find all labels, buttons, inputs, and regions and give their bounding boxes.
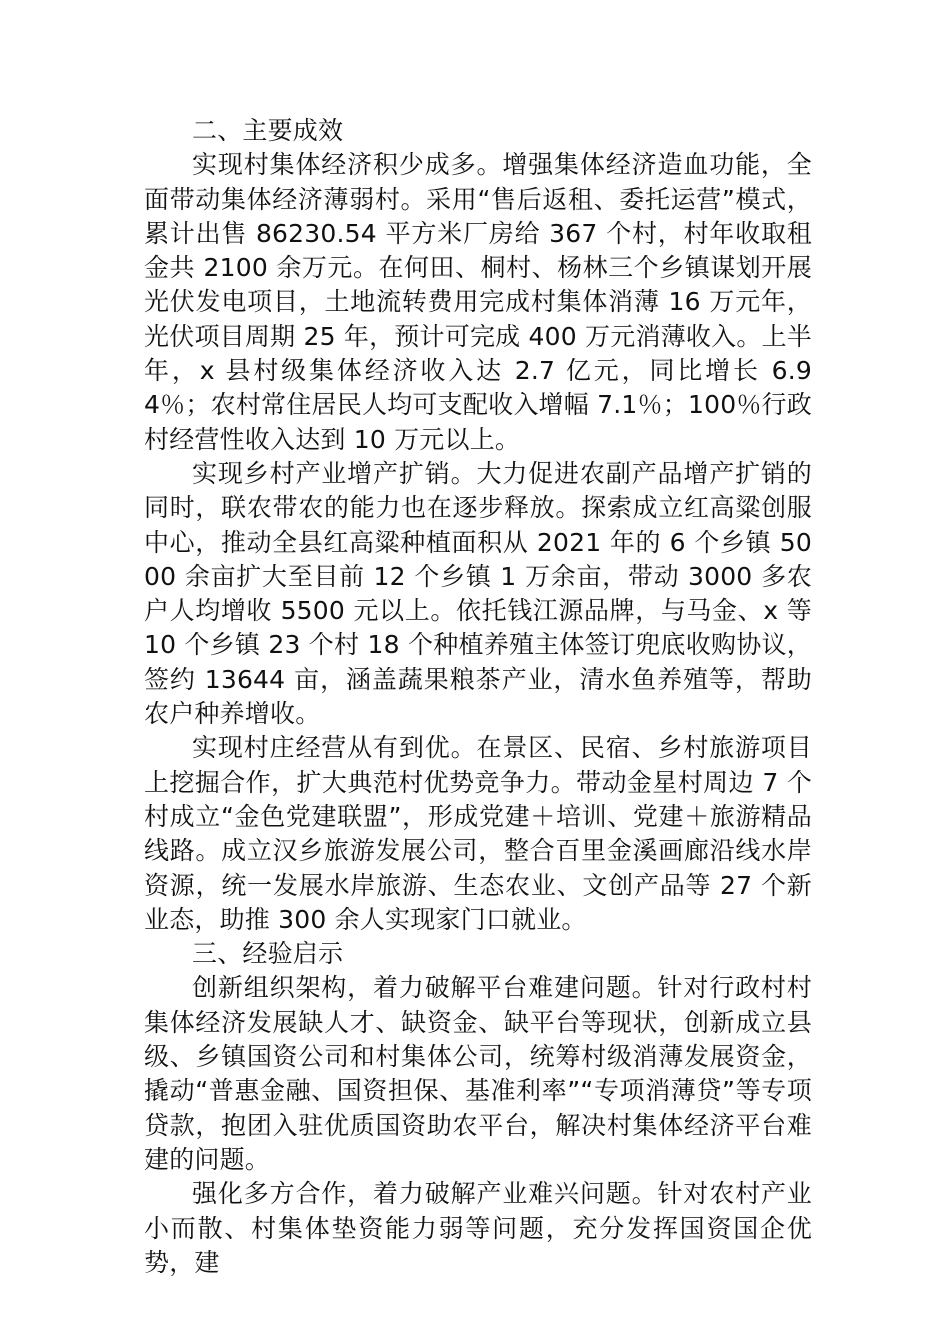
paragraph-multi-party-cooperation: 强化多方合作，着力破解产业难兴问题。针对农村产业小而散、村集体垫资能力弱等问题，充分发挥国资国企优势，建: [144, 1179, 812, 1277]
paragraph-village-operation: 实现村庄经营从有到优。在景区、民宿、乡村旅游项目上挖掘合作，扩大典范村优势竞争力。带动金星村周边 7 个村成立“金色党建联盟”，形成党建＋培训、党建＋旅游精品线路。成立汉乡旅游发展公司，整合百里金溪画廊沿线水岸资源，统一发展水岸旅游、生态农业、文创产品等 27 个新业态，助推 300 余人实现家门口就业。: [144, 733, 812, 934]
paragraph-collective-economy: 实现村集体经济积少成多。增强集体经济造血功能，全面带动集体经济薄弱村。采用“售后返租、委托运营”模式，累计出售 86230.54 平方米厂房给 367 个村，村年收取租金共 2100 余万元。在何田、桐村、杨林三个乡镇谋划开展光伏发电项目，土地流转费用完成村集体消薄 16 万元年，光伏项目周期 25 年，预计可完成 400 万元消薄收入。上半年，x 县村级集体经济收入达 2.7 亿元，同比增长 6.94％；农村常住居民人均可支配收入增幅 7.1％；100％行政村经营性收入达到 10 万元以上。: [144, 150, 812, 454]
section-heading-main-results: 二、主要成效: [192, 116, 344, 145]
document-body: [144, 114, 812, 1280]
paragraph-organization-structure: 创新组织架构，着力破解平台难建问题。针对行政村村集体经济发展缺人才、缺资金、缺平台等现状，创新成立县级、乡镇国资公司和村集体公司，统筹村级消薄发展资金，撬动“普惠金融、国资担保、基准利率”“专项消薄贷”等专项贷款，抱团入驻优质国资助农平台，解决村集体经济平台难建的问题。: [144, 973, 812, 1174]
paragraph-rural-industry: 实现乡村产业增产扩销。大力促进农副产品增产扩销的同时，联农带农的能力也在逐步释放。探索成立红高粱创服中心，推动全县红高粱种植面积从 2021 年的 6 个乡镇 5000 余亩扩大至目前 12 个乡镇 1 万余亩，带动 3000 多农户人均增收 5500 元以上。依托钱江源品牌，与马金、x 等 10 个乡镇 23 个村 18 个种植养殖主体签订兜底收购协议，签约 13644 亩，涵盖蔬果粮茶产业，清水鱼养殖等，帮助农户种养增收。: [144, 458, 812, 729]
section-heading-lessons: 三、经验启示: [192, 939, 344, 969]
